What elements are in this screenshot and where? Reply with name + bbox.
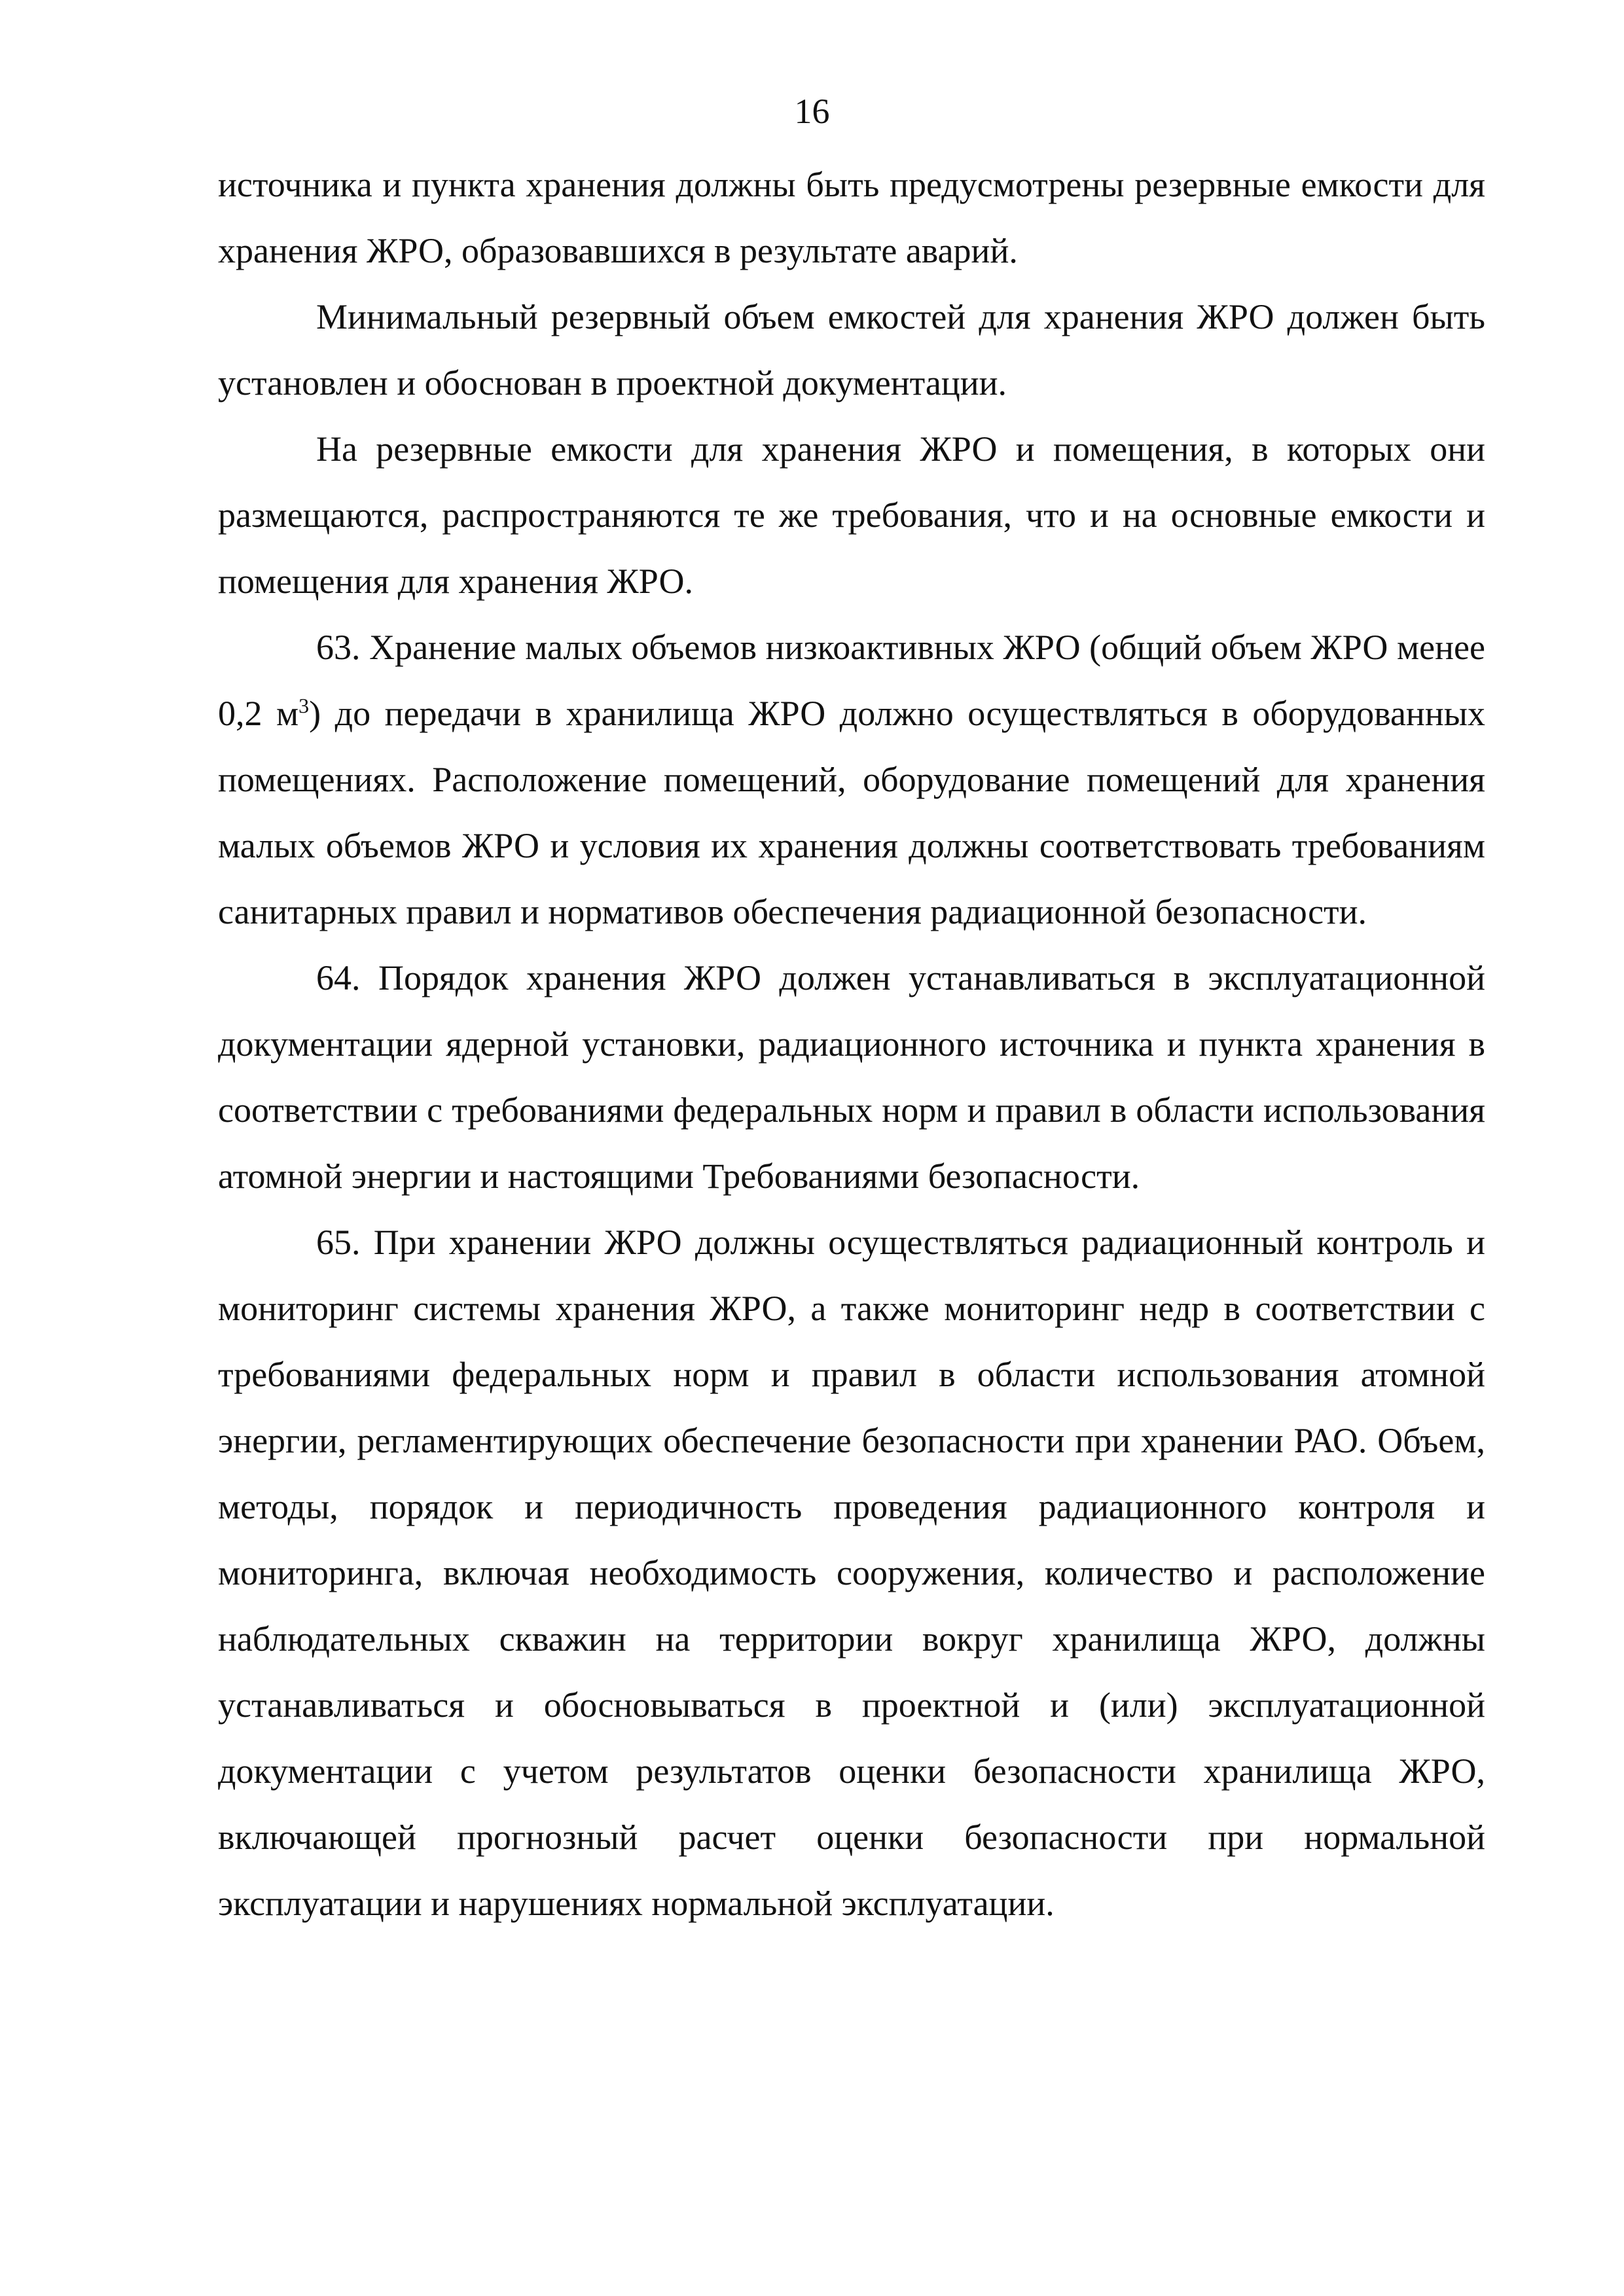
page-number: 16 <box>794 92 830 131</box>
paragraph-item-64: 64. Порядок хранения ЖРО должен устанавливаться в эксплуатационной документации ядерной установки, радиационного источника и пункта хранения в соответствии с требованиями федеральных норм и правил в области использования атомной энергии и настоящими Требованиями безопасности. <box>218 958 1485 1196</box>
paragraph-reserve-requirements: На резервные емкости для хранения ЖРО и помещения, в которых они размещаются, распространяются те же требования, что и на основные емкости и помещения для хранения ЖРО. <box>218 429 1485 601</box>
cubic-superscript: 3 <box>298 694 310 717</box>
paragraph-item-63 <box>218 615 1485 945</box>
document-body <box>218 152 1485 1937</box>
item-63-text-before: 63. Хранение малых объемов низкоактивных ЖРО (общий объем ЖРО менее 0,2 м <box>218 628 1485 733</box>
paragraph-continuation: источника и пункта хранения должны быть предусмотрены резервные емкости для хранения ЖРО, образовавшихся в результате аварий. <box>218 165 1485 270</box>
paragraph-min-reserve-volume: Минимальный резервный объем емкостей для хранения ЖРО должен быть установлен и обоснован в проектной документации. <box>218 297 1485 403</box>
paragraph-item-65: 65. При хранении ЖРО должны осуществляться радиационный контроль и мониторинг системы хранения ЖРО, а также мониторинг недр в соответствии с требованиями федеральных норм и правил в области использования атомной энергии, регламентирующих обеспечение безопасности при хранении РАО. Объем, методы, порядок и периодичность проведения радиационного контроля и мониторинга, включая необходимость сооружения, количество и расположение наблюдательных скважин на территории вокруг хранилища ЖРО, должны устанавливаться и обосновываться в проектной и (или) эксплуатационной документации с учетом результатов оценки безопасности хранилища ЖРО, включающей прогнозный расчет оценки безопасности при нормальной эксплуатации и нарушениях нормальной эксплуатации. <box>218 1223 1485 1923</box>
item-63-text-after: ) до передачи в хранилища ЖРО должно осуществляться в оборудованных помещениях. Расположение помещений, оборудование помещений для хранения малых объемов ЖРО и условия их хранения должны соответствовать требованиям санитарных правил и нормативов обеспечения радиационной безопасности. <box>218 694 1486 931</box>
